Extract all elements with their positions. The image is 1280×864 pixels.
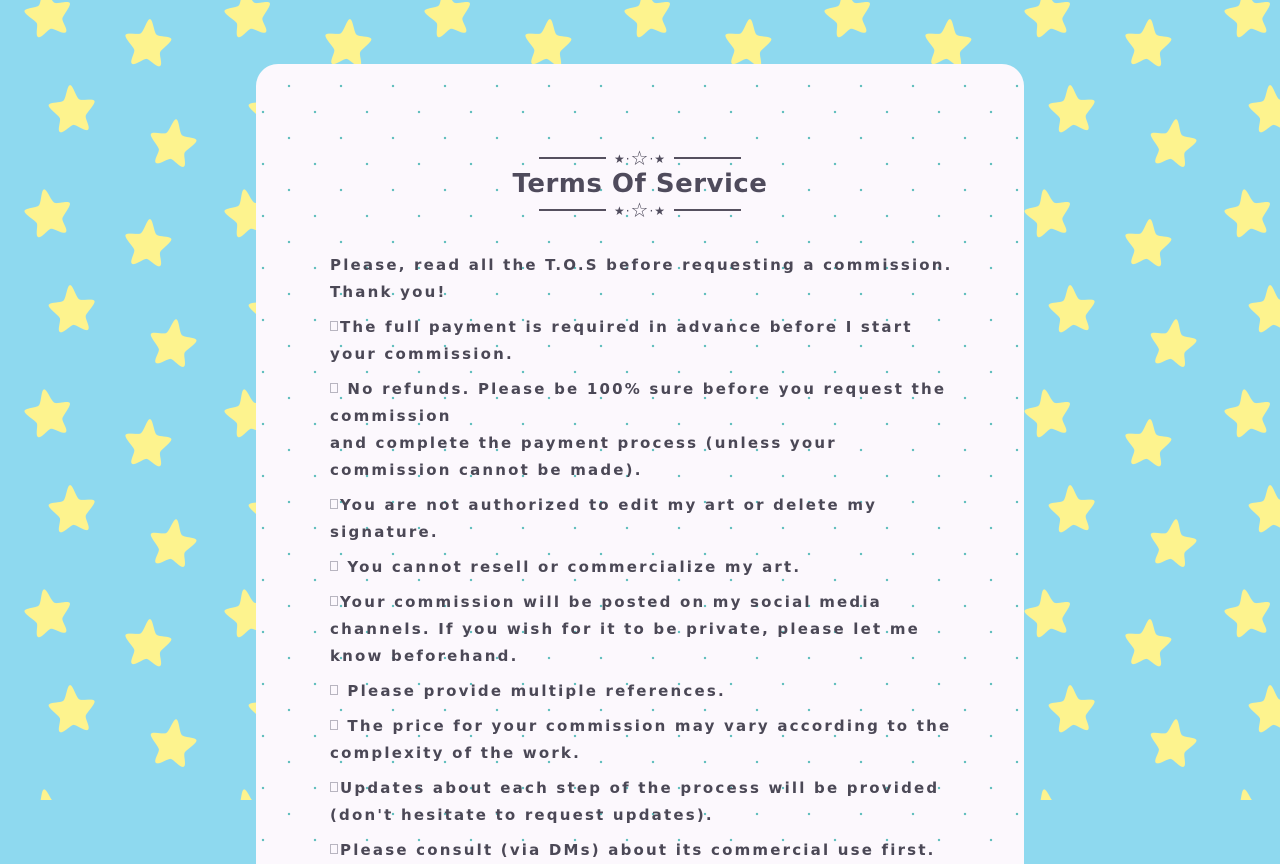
tos-item-continuation: and complete the payment process (unless your commission cannot be made). xyxy=(330,434,837,479)
divider-line xyxy=(674,209,741,211)
tos-header xyxy=(256,146,1024,222)
tos-item: Please consult (via DMs) about its commercial use first. xyxy=(330,837,960,864)
bullet-box-icon xyxy=(330,499,338,509)
bullet-box-icon xyxy=(330,321,338,331)
tos-item: The price for your commission may vary according to the complexity of the work. xyxy=(330,717,952,762)
divider-line xyxy=(674,157,741,159)
bullet-box-icon xyxy=(330,561,338,571)
tos-card xyxy=(256,64,1024,864)
divider-line xyxy=(539,157,606,159)
tos-item: Your commission will be posted on my social media channels. If you wish for it to be private, please let me know beforehand. xyxy=(330,593,921,665)
tos-item: No refunds. Please be 100% sure before you request the commission xyxy=(330,380,947,425)
tos-item: You cannot resell or commercialize my art. xyxy=(330,554,960,581)
bullet-box-icon xyxy=(330,383,338,393)
tos-item: The full payment is required in advance before I start your commission. xyxy=(330,318,913,363)
page-title: Terms Of Service xyxy=(512,169,768,199)
bullet-box-icon xyxy=(330,844,338,854)
tos-item: Updates about each step of the process will be provided (don't hesitate to request updates). xyxy=(330,779,940,824)
tos-intro: Please, read all the T.O.S before requesting a commission. Thank you! xyxy=(330,256,953,301)
bullet-box-icon xyxy=(330,782,338,792)
tos-content xyxy=(330,252,960,864)
divider-top xyxy=(256,146,1024,170)
bullet-box-icon xyxy=(330,596,338,606)
star-ornament-icon: ★·☆·★ xyxy=(613,198,667,222)
bullet-box-icon xyxy=(330,720,338,730)
tos-item: Please provide multiple references. xyxy=(330,678,960,705)
star-ornament-icon: ★·☆·★ xyxy=(613,146,667,170)
divider-line xyxy=(539,209,606,211)
tos-item: You are not authorized to edit my art or delete my signature. xyxy=(330,496,878,541)
bullet-box-icon xyxy=(330,685,338,695)
divider-bottom xyxy=(256,198,1024,222)
